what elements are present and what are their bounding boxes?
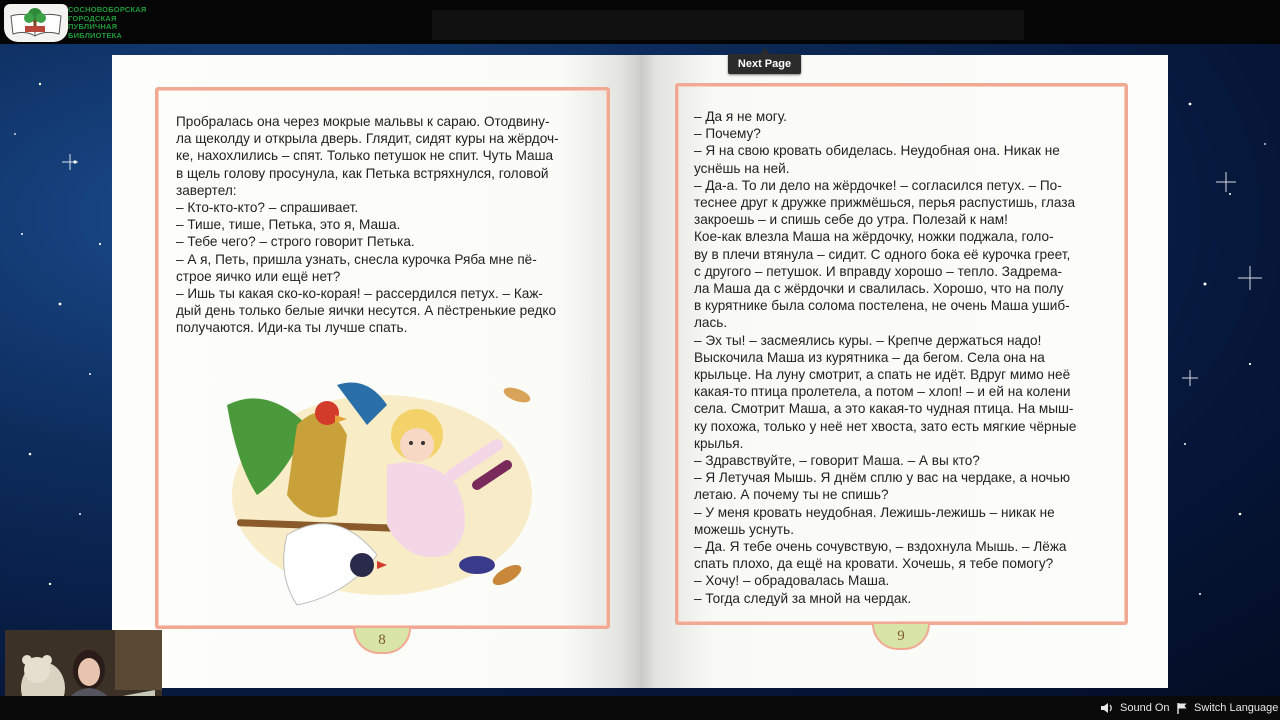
book-tree-icon: [7, 6, 65, 40]
text-line: – Эх ты! – засмеялись куры. – Крепче держаться надо!: [694, 332, 1042, 348]
text-line: ку похожа, только у неё нет хвоста, зато есть мягкие чёрные: [694, 418, 1077, 434]
text-line: крыльце. На луну смотрит, а спать не идёт. Вдруг мимо неё: [694, 367, 1071, 383]
switch-language-button[interactable]: [1176, 696, 1278, 720]
text-line: Пробралась она через мокрые мальвы к сараю. Отодвину-: [176, 114, 550, 129]
switch-language-label: Switch Language: [1194, 702, 1279, 714]
sound-toggle[interactable]: [1100, 696, 1170, 720]
text-line: – Да-а. То ли дело на жёрдочке! – согласился петух. – По-: [694, 177, 1062, 193]
text-line: дый день только белые яички несутся. А пёстренькие редко: [176, 303, 557, 319]
text-line: лась.: [694, 315, 728, 331]
text-line: – Кто-кто-кто? – спрашивает.: [176, 200, 359, 216]
text-line: спать плохо, да ещё на кровати. Хочешь, я тебе помогу?: [694, 556, 1054, 572]
book-spread: [112, 55, 1168, 688]
text-line: летаю. А почему ты не спишь?: [694, 487, 889, 503]
text-line: – Да я не могу.: [694, 109, 787, 124]
text-line: – Я на свою кровать обиделась. Неудобная она. Никак не: [694, 143, 1060, 159]
library-name: СОСНОВОБОРСКАЯ ГОРОДСКАЯ ПУБЛИЧНАЯ БИБЛИОТЕКА: [68, 5, 147, 40]
text-line: ву в плечи втянула – сидит. С одного бока её курочка греет,: [694, 246, 1071, 262]
flag-icon: [1176, 702, 1188, 715]
page-number-right: 9: [872, 624, 930, 650]
text-line: уснёшь на ней.: [694, 160, 790, 176]
title-strip: [432, 10, 1024, 40]
text-line: – Да. Я тебе очень сочувствую, – вздохнула Мышь. – Лёжа: [694, 539, 1067, 555]
sound-label: Sound On: [1120, 702, 1170, 714]
text-line: Выскочила Маша из курятника – да бегом. Села она на: [694, 349, 1045, 365]
story-illustration: [217, 365, 547, 615]
text-line: строе яичко или ещё нет?: [176, 268, 341, 284]
text-line: – У меня кровать неудобная. Лежишь-лежишь – никак не: [694, 504, 1055, 520]
text-line: – Хочу! – обрадовалась Маша.: [694, 573, 890, 589]
text-line: в курятнике была солома постелена, не очень Маша ушиб-: [694, 298, 1070, 314]
page-number-left: 8: [353, 628, 411, 654]
text-line: можешь уснуть.: [694, 521, 795, 537]
left-page-text: [176, 113, 592, 337]
text-line: получаются. Иди-ка ты лучше спать.: [176, 320, 408, 336]
text-line: теснее друг к дружке прижмёшься, перья распустишь, глаза: [694, 195, 1076, 211]
top-bar: [0, 0, 1280, 44]
next-page-button[interactable]: Next Page: [728, 54, 801, 74]
text-line: ла Маша да с жёрдочки и свалилась. Хорошо, что на полу: [694, 281, 1064, 297]
text-line: – А я, Петь, пришла узнать, снесла курочка Ряба мне пё-: [176, 251, 537, 267]
text-line: какая-то птица пролетела, а потом – хлоп! – и ей на колени: [694, 384, 1071, 400]
right-page-text: [694, 108, 1110, 607]
speaker-icon: [1100, 702, 1114, 714]
text-line: – Тебе чего? – строго говорит Петька.: [176, 234, 415, 250]
text-line: в щель голову просунула, как Петька встряхнулся, головой: [176, 165, 549, 181]
text-line: – Ишь ты какая ско-ко-корая! – рассердился петух. – Каж-: [176, 286, 543, 302]
text-line: завертел:: [176, 182, 237, 198]
text-line: – Почему?: [694, 126, 761, 142]
text-line: ке, нахохлились – спят. Только петушок не спит. Чуть Маша: [176, 148, 554, 164]
text-line: с другого – петушок. И вправду хорошо – тепло. Задрема-: [694, 263, 1063, 279]
text-line: – Тише, тише, Петька, это я, Маша.: [176, 217, 401, 233]
text-line: закроешь – и спишь себе до утра. Полезай к нам!: [694, 212, 1008, 228]
text-line: села. Смотрит Маша, а это какая-то чудная птица. На мыш-: [694, 401, 1074, 417]
bottom-bar: [0, 696, 1280, 720]
text-line: ла щеколду и открыла дверь. Глядит, сидят куры на жёрдоч-: [176, 131, 559, 147]
text-line: – Я Летучая Мышь. Я днём сплю у вас на чердаке, а ночью: [694, 470, 1071, 486]
library-logo[interactable]: [4, 4, 68, 42]
text-line: – Тогда следуй за мной на чердак.: [694, 590, 912, 606]
text-line: – Здравствуйте, – говорит Маша. – А вы кто?: [694, 453, 980, 469]
text-line: Кое-как влезла Маша на жёрдочку, ножки поджала, голо-: [694, 229, 1054, 245]
text-line: крылья.: [694, 435, 744, 451]
